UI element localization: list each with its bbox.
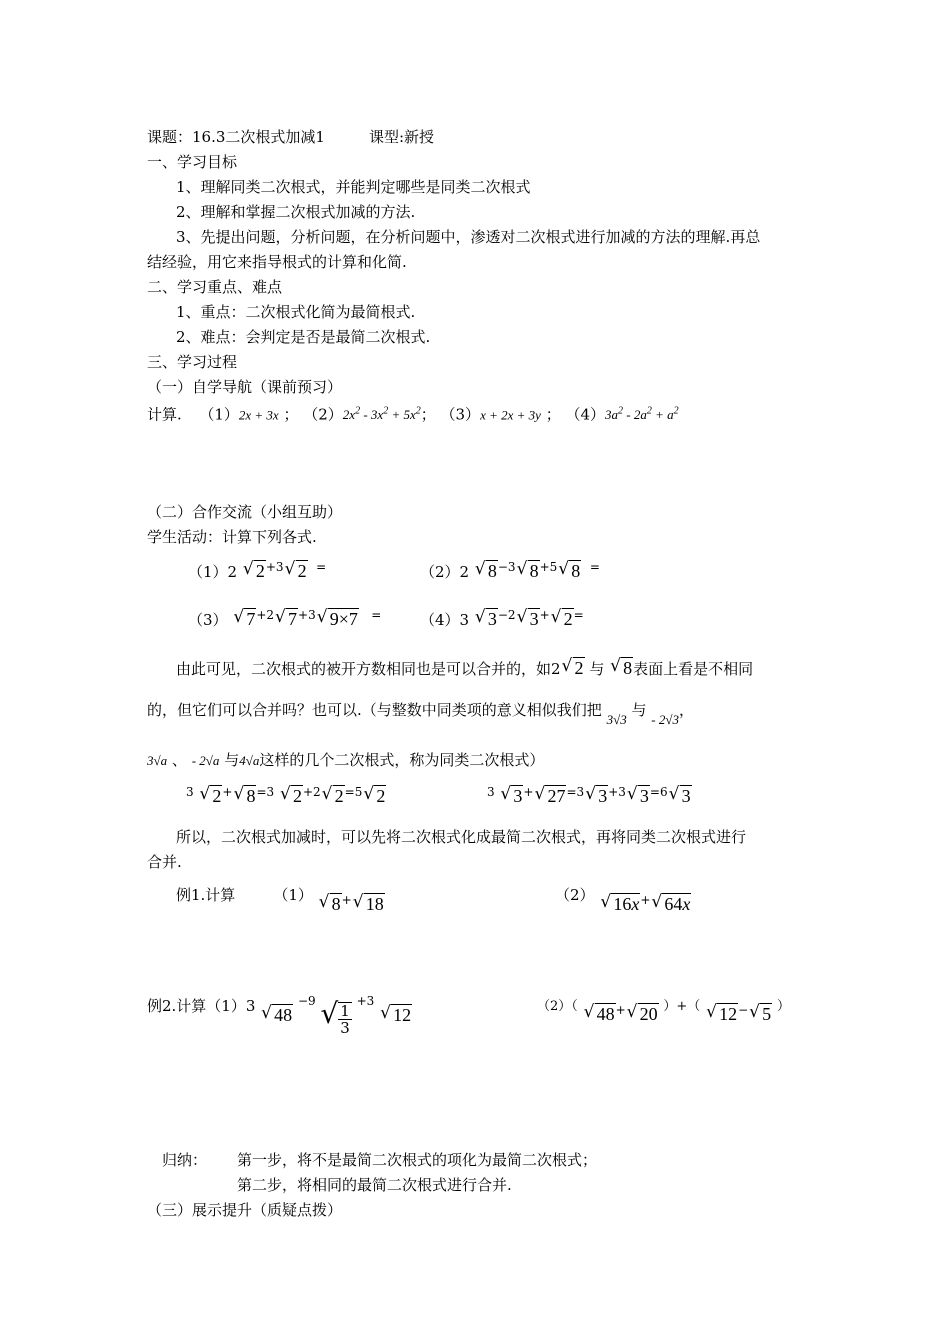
sec3-title: 三、学习过程 xyxy=(147,353,238,371)
para3: 3√a 、 - 2√a 与4√a这样的几个二次根式，称为同类二次根式） xyxy=(147,751,545,769)
sec1-item-1: 1、理解同类二次根式，并能判定哪些是同类二次根式 xyxy=(176,178,531,196)
worked-example-2: $^3$ √ 3+ √ $27^{=3}$ √ $3^{+3}$ √ $3^{=6}$ √ 3 xyxy=(487,784,691,806)
exercise-4: （4）3 √ $3^{-2}$ √ 3+ √ 2= xyxy=(420,607,584,629)
example-2: 例2.计算（1）3 √ 48 $^{-9}$ √ $\frac{1}{3}$ $^{+3}$ √ 12 xyxy=(147,994,412,1037)
exercise-1: （1）2 √ $2^{+3}$ √ 2 = xyxy=(188,559,327,581)
lesson-header xyxy=(147,127,434,147)
para5: 合并. xyxy=(147,853,182,871)
sec1-item-3: 3、先提出问题，分析问题，在分析问题中，渗透对二次根式进行加减的方法的理解.再总 xyxy=(176,228,761,246)
para1: 由此可见，二次根式的被开方数相同也是可以合并的，如2 √ 2 与 √ 8表面上看是不相同 xyxy=(176,656,754,678)
sec1-title: 一、学习目标 xyxy=(147,153,238,171)
example-1: 例1.计算 （1） √ 8+ √ 18 xyxy=(176,886,384,914)
exercise-3: （3） √ $7^{+2}$ √ $7^{+3}$ √ 9×7 = xyxy=(188,607,382,629)
summary-step-1: 第一步，将不是最简二次根式的项化为最简二次根式； xyxy=(237,1151,598,1169)
calc-label: 计算. xyxy=(147,405,182,424)
lesson-topic: 课题：16.3二次根式加减1 xyxy=(147,128,325,146)
exercise-2: （2）2 √ $8^{-3}$ √ $8^{+5}$ √ 8 = xyxy=(420,559,600,581)
para4: 所以，二次根式加减时，可以先将二次根式化成最简二次根式，再将同类二次根式进行 xyxy=(176,828,747,846)
part3-title: （三）展示提升（质疑点拨） xyxy=(147,1201,343,1219)
example-1-part2: （2） √ 16x+ √ 64x xyxy=(555,886,691,914)
worked-example-1: $^3$ √ 2+ √ $8^{=3}$ √ $2^{+2}$ √ $2^{=5}$ √ 2 xyxy=(186,784,386,806)
part1-title: （一）自学导航（课前预习） xyxy=(147,378,343,396)
sec2-item-1: 1、重点：二次根式化简为最简根式. xyxy=(176,303,416,321)
sec2-title: 二、学习重点、难点 xyxy=(147,278,283,296)
sec1-item-3-cont: 结经验，用它来指导根式的计算和化简. xyxy=(147,253,407,271)
para2: 的，但它们可以合并吗？也可以.（与整数中同类项的意义相似我们把 3√3 与 - 2√3， xyxy=(147,701,695,727)
lesson-type: 课型:新授 xyxy=(368,128,435,146)
summary-label: 归纳： xyxy=(162,1151,208,1169)
part2-title: （二）合作交流（小组互助） xyxy=(147,503,343,521)
example-2-part2: （2）（ √ 48+ √ 20 ）+（ √ 12− √ 5 ） xyxy=(537,999,790,1024)
sec1-item-2: 2、理解和掌握二次根式加减的方法. xyxy=(176,203,416,221)
activity-text: 学生活动：计算下列各式. xyxy=(147,528,317,546)
calc-line: 计算. （1）2x + 3x ； $(2)2x^2 - 3x^2 + 5x^2$； （3）x + 2x + 3y ； $(4)3a^2 - 2a^2 + a^2$ xyxy=(147,405,679,424)
sec2-item-2: 2、难点：会判定是否是最简二次根式. xyxy=(176,328,431,346)
summary-step-2: 第二步，将相同的最简二次根式进行合并. xyxy=(237,1176,512,1194)
